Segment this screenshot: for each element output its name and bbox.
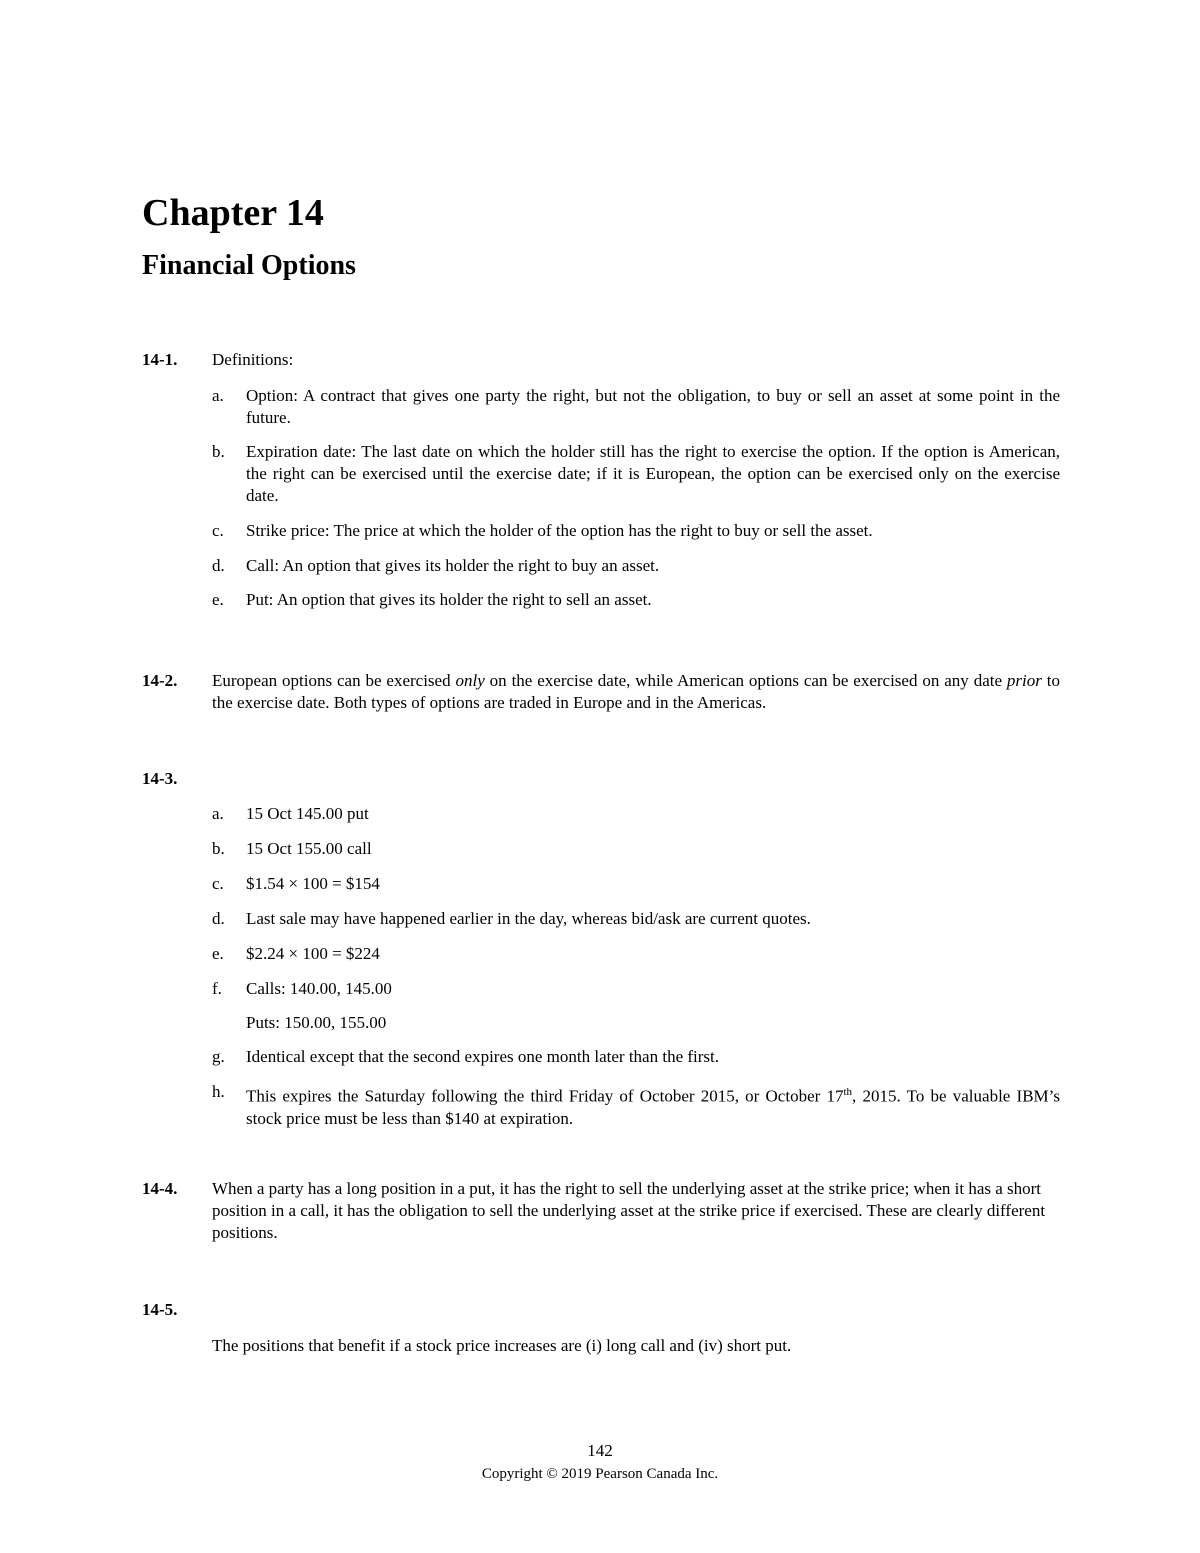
question-number-14-2: 14-2. bbox=[142, 671, 178, 690]
superscript: th bbox=[843, 1086, 853, 1098]
list-item-label: g. bbox=[212, 1047, 225, 1066]
list-item-label: a. bbox=[212, 386, 224, 405]
list-item-label: c. bbox=[212, 521, 224, 540]
list-item-text: Puts: 150.00, 155.00 bbox=[246, 1013, 387, 1032]
list-item-label: b. bbox=[212, 442, 225, 461]
list-item-label: b. bbox=[212, 839, 225, 858]
list-item-text: Option: A contract that gives one party the right, but not the obligation, to buy or sell an asset at some point in the future. bbox=[246, 386, 1060, 427]
text-run: to the exercise date. Both types of options are traded in Europe and in the Americas. bbox=[212, 671, 1060, 712]
list-item-label: a. bbox=[212, 804, 224, 823]
list-item-text: Put: An option that gives its holder the right to sell an asset. bbox=[246, 590, 652, 609]
text-run: , 2015. To be valuable IBM’s stock price must be less than $140 at expiration. bbox=[246, 1086, 1060, 1128]
copyright-notice: Copyright © 2019 Pearson Canada Inc. bbox=[481, 1466, 719, 1482]
list-item-text: Strike price: The price at which the holder of the option has the right to buy or sell the asset. bbox=[246, 521, 873, 540]
list-item-text: $2.24 × 100 = $224 bbox=[246, 944, 380, 963]
list-item-text: Calls: 140.00, 145.00 bbox=[246, 979, 392, 998]
question-number-14-5: 14-5. bbox=[142, 1300, 178, 1319]
list-item-text: Expiration date: The last date on which the holder still has the right to exercise the option. If the option is American, the right can be exercised until the exercise date; if it is European, the option can be exercised only on the exercise date. bbox=[246, 442, 1060, 505]
list-item-label: d. bbox=[212, 909, 225, 928]
text-run: European options can be exercised bbox=[212, 671, 456, 690]
list-item-text: Last sale may have happened earlier in the day, whereas bid/ask are current quotes. bbox=[246, 909, 811, 928]
emphasis-prior: prior bbox=[1006, 671, 1042, 690]
text-run: This expires the Saturday following the third Friday of October 2015, or October 17 bbox=[246, 1086, 844, 1106]
list-item-text bbox=[246, 1081, 1060, 1130]
list-item-text: Call: An option that gives its holder the right to buy an asset. bbox=[246, 556, 660, 575]
list-item-label: c. bbox=[212, 874, 224, 893]
list-item-text: Identical except that the second expires one month later than the first. bbox=[246, 1047, 719, 1066]
question-number-14-3: 14-3. bbox=[142, 769, 178, 788]
question-14-4-text: When a party has a long position in a put, it has the right to sell the underlying asset at the strike price; when it has a short position in a call, it has the obligation to sell the underlying asset at the strike price if exercised. These are clearly different positions. bbox=[212, 1179, 1046, 1242]
chapter-title: Chapter 14 bbox=[142, 192, 324, 234]
question-14-5-text: The positions that benefit if a stock price increases are (i) long call and (iv) short put. bbox=[212, 1336, 792, 1355]
list-item-label: d. bbox=[212, 556, 225, 575]
list-item-text: 15 Oct 155.00 call bbox=[246, 839, 372, 858]
list-item-label: e. bbox=[212, 590, 224, 609]
text-run: on the exercise date, while American options can be exercised on any date bbox=[484, 671, 1007, 690]
question-14-2-text bbox=[212, 670, 1060, 714]
list-item-text: 15 Oct 145.00 put bbox=[246, 804, 369, 823]
list-item-label: f. bbox=[212, 979, 222, 998]
list-item-text: $1.54 × 100 = $154 bbox=[246, 874, 380, 893]
list-item-label: e. bbox=[212, 944, 224, 963]
emphasis-only: only bbox=[455, 671, 485, 690]
page-number: 142 bbox=[587, 1441, 613, 1460]
list-item-label: h. bbox=[212, 1082, 225, 1101]
chapter-subtitle: Financial Options bbox=[142, 250, 356, 281]
question-number-14-1: 14-1. bbox=[142, 350, 178, 369]
question-number-14-4: 14-4. bbox=[142, 1179, 178, 1198]
question-14-1-intro: Definitions: bbox=[212, 350, 294, 369]
